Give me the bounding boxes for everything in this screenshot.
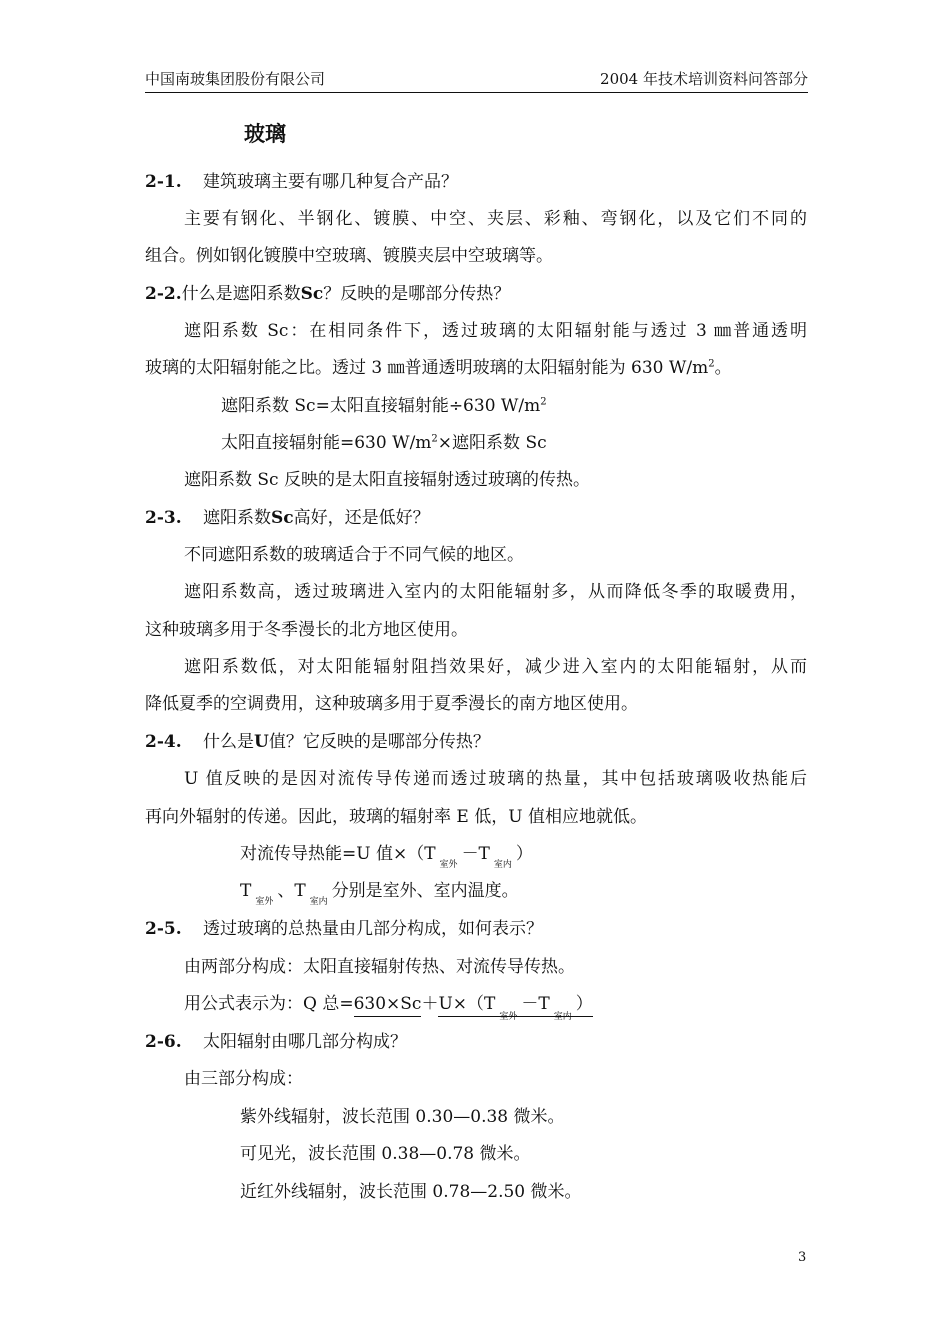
page-number: 3 [798, 1250, 807, 1265]
question-number: 2-5. [145, 919, 182, 939]
answer-text: 玻璃的太阳辐射能之比。透过 3 ㎜普通透明玻璃的太阳辐射能为 630 W/m [145, 358, 709, 378]
subscript-holder [306, 879, 332, 907]
subscript: 室外 [499, 1012, 518, 1022]
formula-text: 分别是室外、室内温度。 [331, 881, 519, 901]
formula-line [184, 992, 807, 1022]
subscript-holder [436, 842, 462, 870]
subscript: 室内 [309, 897, 328, 907]
answer-line: 遮阳系数高，透过玻璃进入室内的太阳能辐射多，从而降低冬季的取暖费用， [184, 582, 807, 602]
subscript-holder [251, 879, 277, 907]
question-text-pre: 遮阳系数 [203, 508, 271, 528]
answer-line: 再向外辐射的传递。因此，玻璃的辐射率 E 低，U 值相应地就低。 [145, 807, 647, 827]
subscript: 室内 [493, 860, 512, 870]
answer-line: 由三部分构成： [184, 1069, 303, 1089]
answer-line: 遮阳系数低，对太阳能辐射阻挡效果好，减少进入室内的太阳能辐射，从而 [184, 657, 807, 677]
page-header [145, 68, 808, 93]
formula-text: 、T [277, 881, 306, 901]
superscript: 2 [540, 396, 547, 408]
question-text: 建筑玻璃主要有哪几种复合产品？ [203, 172, 458, 192]
question-2-4 [145, 730, 807, 754]
formula-text: ＋ [421, 994, 439, 1014]
question-2-3 [145, 506, 807, 530]
question-text: 透过玻璃的总热量由几部分构成，如何表示？ [203, 919, 543, 939]
subscript: 室外 [255, 897, 274, 907]
question-2-2 [145, 282, 807, 306]
question-text-pre: 什么是 [203, 732, 254, 752]
subscript: 室外 [439, 860, 458, 870]
question-text-bold: U [254, 732, 269, 752]
formula-text: 对流传导热能=U 值×（T [240, 844, 436, 864]
formula-text: ） [515, 844, 533, 864]
list-item: 可见光，波长范围 0.38—0.78 微米。 [240, 1144, 531, 1164]
question-text-bold: Sc [271, 508, 294, 528]
subscript-holder [550, 994, 576, 1022]
question-number: 2-1. [145, 172, 182, 192]
superscript: 2 [431, 433, 438, 445]
question-text-post: ？反映的是哪部分传热？ [323, 284, 511, 304]
question-text: 太阳辐射由哪几部分构成？ [203, 1032, 407, 1052]
formula-text: ×遮阳系数 Sc [437, 433, 547, 453]
question-2-1 [145, 170, 807, 194]
formula-text: －T [461, 844, 490, 864]
answer-line: 主要有钢化、半钢化、镀膜、中空、夹层、彩釉、弯钢化，以及它们不同的 [184, 209, 807, 229]
question-number: 2-2. [145, 284, 182, 304]
answer-line: 组合。例如钢化镀膜中空玻璃、镀膜夹层中空玻璃等。 [145, 246, 553, 266]
formula-line [240, 842, 807, 870]
answer-line: 不同遮阳系数的玻璃适合于不同气候的地区。 [184, 545, 524, 565]
header-doc-title: 2004 年技术培训资料问答部分 [600, 70, 808, 88]
question-text-post: 值？它反映的是哪部分传热？ [268, 732, 490, 752]
formula-text: －T [521, 994, 550, 1014]
answer-line [145, 356, 807, 380]
question-text-post: 高好，还是低好？ [293, 508, 430, 528]
list-item: 紫外线辐射，波长范围 0.30—0.38 微米。 [240, 1107, 565, 1127]
question-text-pre: 什么是遮阳系数 [181, 284, 301, 304]
answer-line: 遮阳系数 Sc 反映的是太阳直接辐射透过玻璃的传热。 [184, 470, 590, 490]
answer-line: 降低夏季的空调费用，这种玻璃多用于夏季漫长的南方地区使用。 [145, 694, 638, 714]
formula-text: T [240, 881, 252, 901]
header-company: 中国南玻集团股份有限公司 [145, 70, 326, 88]
question-number: 2-3. [145, 508, 182, 528]
formula-line [240, 879, 807, 907]
question-2-6 [145, 1030, 807, 1054]
formula-line [221, 394, 807, 418]
question-number: 2-4. [145, 732, 182, 752]
subscript-holder [495, 994, 521, 1022]
formula-text: 用公式表示为：Q 总= [184, 994, 354, 1014]
superscript: 2 [708, 358, 715, 370]
subscript: 室内 [553, 1012, 572, 1022]
subscript-holder [490, 842, 516, 870]
answer-line: 这种玻璃多用于冬季漫长的北方地区使用。 [145, 620, 468, 640]
question-text-bold: Sc [300, 284, 324, 304]
question-number: 2-6. [145, 1032, 182, 1052]
answer-text: 。 [714, 358, 732, 378]
section-title: 玻璃 [244, 122, 286, 146]
formula-text: U×（T [438, 994, 496, 1014]
formula-line [221, 431, 807, 455]
formula-text: ） [575, 994, 593, 1014]
answer-line: U 值反映的是因对流传导传递而透过玻璃的热量，其中包括玻璃吸收热能后 [184, 769, 807, 789]
formula-text: 遮阳系数 Sc=太阳直接辐射能÷630 W/m [221, 396, 541, 416]
formula-text: 太阳直接辐射能=630 W/m [221, 433, 432, 453]
formula-term-underlined [438, 994, 593, 1022]
question-2-5 [145, 917, 807, 941]
answer-line: 由两部分构成：太阳直接辐射传热、对流传导传热。 [184, 957, 575, 977]
formula-term-underlined: 630×Sc [354, 994, 422, 1017]
list-item: 近红外线辐射，波长范围 0.78—2.50 微米。 [240, 1182, 582, 1202]
answer-line: 遮阳系数 Sc：在相同条件下，透过玻璃的太阳辐射能与透过 3 ㎜普通透明 [184, 321, 807, 341]
